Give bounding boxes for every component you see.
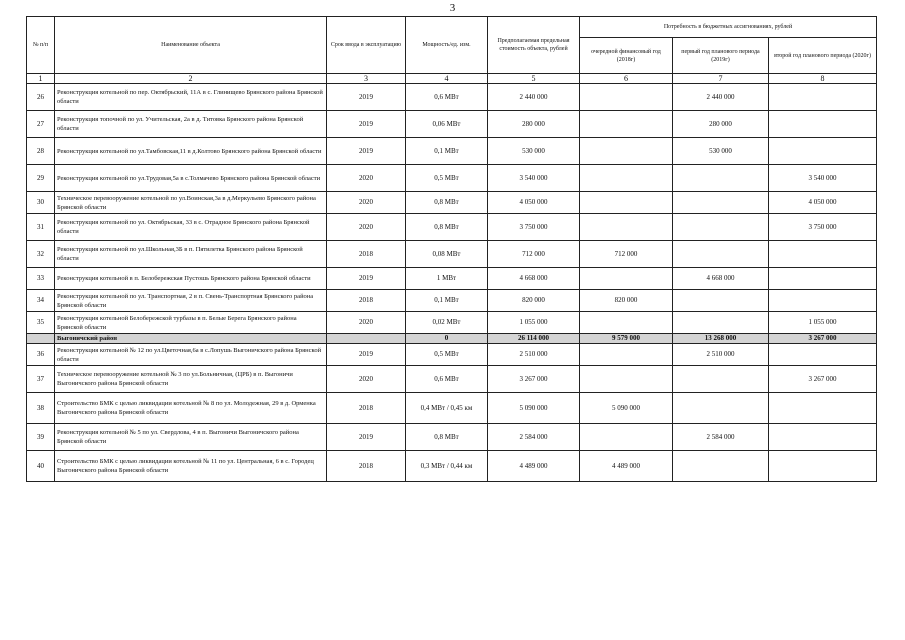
max-cost: 530 000 [488,138,580,165]
row-number: 37 [27,366,55,393]
need-2019: 2 510 000 [673,344,769,366]
need-2018: 712 000 [580,241,673,268]
header-year-3: второй год планового периода (2020г) [769,38,877,74]
row-number: 27 [27,111,55,138]
row-number: 36 [27,344,55,366]
object-name: Реконструкция котельной Белобережской турбазы в п. Белые Берега Брянского района Брянской области [55,312,327,334]
column-numbers-row [27,74,877,84]
need-2018: 4 489 000 [580,451,673,482]
need-2019 [673,165,769,192]
power: 1 МВт [406,268,488,290]
object-name: Техническое перевооружение котельной по ул.Воинская,3а в д.Меркульево Брянского района Брянской области [55,192,327,214]
row-number: 30 [27,192,55,214]
object-name: Реконструкция котельной № 5 по ул. Свердлова, 4 в п. Выгоничи Выгоничского района Брянской области [55,424,327,451]
max-cost: 4 050 000 [488,192,580,214]
need-2019: 4 668 000 [673,268,769,290]
max-cost: 2 440 000 [488,84,580,111]
need-2020: 3 267 000 [769,366,877,393]
section-year-1: 9 579 000 [580,334,673,344]
object-name: Техническое перевооружение котельной № 3 по ул.Больничная, (ЦРБ) в п. Выгоничи Выгоничского района Брянской области [55,366,327,393]
commission-year: 2020 [327,312,406,334]
power: 0,8 МВт [406,424,488,451]
need-2020: 1 055 000 [769,312,877,334]
need-2019 [673,393,769,424]
power: 0,4 МВт / 0,45 км [406,393,488,424]
max-cost: 820 000 [488,290,580,312]
need-2018 [580,424,673,451]
page-number: 3 [449,2,456,14]
need-2018 [580,111,673,138]
commission-year: 2018 [327,290,406,312]
power: 0,8 МВт [406,214,488,241]
need-2019 [673,241,769,268]
max-cost: 3 540 000 [488,165,580,192]
section-name: Выгоничский район [55,334,327,344]
table-row [27,424,877,451]
row-number: 34 [27,290,55,312]
need-2018 [580,344,673,366]
need-2020 [769,138,877,165]
need-2020: 3 750 000 [769,214,877,241]
need-2018: 5 090 000 [580,393,673,424]
commission-year: 2020 [327,366,406,393]
row-number: 40 [27,451,55,482]
commission-year: 2018 [327,393,406,424]
object-name: Реконструкция котельной по пер. Октябрьский, 11А в с. Глинищево Брянского района Брянской области [55,84,327,111]
need-2020 [769,290,877,312]
max-cost: 1 055 000 [488,312,580,334]
object-name: Реконструкция котельной по ул.Тамбовская,11 в д.Колтово Брянского района Брянской области [55,138,327,165]
power: 0,8 МВт [406,192,488,214]
max-cost: 2 584 000 [488,424,580,451]
table-row [27,344,877,366]
column-number: 1 [27,74,55,84]
commission-year: 2020 [327,214,406,241]
column-number: 5 [488,74,580,84]
max-cost: 280 000 [488,111,580,138]
need-2020: 4 050 000 [769,192,877,214]
commission-year: 2019 [327,424,406,451]
row-number: 35 [27,312,55,334]
power: 0,6 МВт [406,366,488,393]
need-2018 [580,192,673,214]
power: 0,1 МВт [406,290,488,312]
section-power: 0 [406,334,488,344]
section-vygonichi [27,334,877,344]
row-number: 32 [27,241,55,268]
max-cost: 3 750 000 [488,214,580,241]
need-2020 [769,241,877,268]
table-row [27,366,877,393]
need-2020 [769,424,877,451]
need-2020 [769,84,877,111]
section-year-3: 3 267 000 [769,334,877,344]
need-2020 [769,393,877,424]
power: 0,5 МВт [406,344,488,366]
column-number: 7 [673,74,769,84]
header-year-2: первый год планового периода (2019г) [673,38,769,74]
power: 0,06 МВт [406,111,488,138]
need-2018 [580,138,673,165]
need-2018 [580,366,673,393]
table-row [27,290,877,312]
need-2020: 3 540 000 [769,165,877,192]
need-2018 [580,214,673,241]
object-name: Реконструкция котельной по ул.Трудовая,5а в с.Толмачево Брянского района Брянской области [55,165,327,192]
rows-bryansk [27,84,877,334]
commission-year: 2019 [327,268,406,290]
object-name: Реконструкция котельной в п. Белобережская Пустошь Брянского района Брянской области [55,268,327,290]
need-2019 [673,290,769,312]
need-2020 [769,451,877,482]
need-2018 [580,165,673,192]
power: 0,6 МВт [406,84,488,111]
section-year-2: 13 268 000 [673,334,769,344]
need-2019 [673,366,769,393]
need-2019: 2 440 000 [673,84,769,111]
table-row [27,451,877,482]
commission-year: 2018 [327,241,406,268]
section-term [327,334,406,344]
header-need: Потребность в бюджетных ассигнованиях, рублей [580,17,877,38]
need-2019: 280 000 [673,111,769,138]
commission-year: 2019 [327,111,406,138]
table-row [27,138,877,165]
need-2019 [673,214,769,241]
need-2020 [769,268,877,290]
header-year-1: очередной финансовый год (2018г) [580,38,673,74]
object-name: Реконструкция котельной по ул.Школьная,3Б в п. Пятилетка Брянского района Брянской области [55,241,327,268]
table-row [27,241,877,268]
max-cost: 2 510 000 [488,344,580,366]
max-cost: 4 668 000 [488,268,580,290]
header-num: № п/п [27,17,55,74]
need-2018 [580,312,673,334]
column-number: 3 [327,74,406,84]
need-2019 [673,451,769,482]
row-number: 31 [27,214,55,241]
commission-year: 2018 [327,451,406,482]
max-cost: 712 000 [488,241,580,268]
need-2020 [769,344,877,366]
header-cost: Предполагаемая предельная стоимость объекта, рублей [488,17,580,74]
row-number: 38 [27,393,55,424]
object-name: Реконструкция котельной по ул. Транспортная, 2 в п. Свень-Транспортная Брянского района Брянской области [55,290,327,312]
object-name: Реконструкция топочной по ул. Учительская, 2а в д. Титовка Брянского района Брянской области [55,111,327,138]
power: 0,3 МВт / 0,44 км [406,451,488,482]
table-row [27,111,877,138]
commission-year: 2019 [327,84,406,111]
row-number: 28 [27,138,55,165]
commission-year: 2020 [327,165,406,192]
power: 0,08 МВт [406,241,488,268]
need-2018: 820 000 [580,290,673,312]
header-name: Наименование объекта [55,17,327,74]
commission-year: 2019 [327,344,406,366]
table-row [27,84,877,111]
header-power: Мощность/ед. изм. [406,17,488,74]
row-number: 33 [27,268,55,290]
column-number: 6 [580,74,673,84]
rows-vygonichi [27,344,877,482]
need-2018 [580,84,673,111]
investment-table [26,16,877,482]
need-2019 [673,192,769,214]
need-2019: 530 000 [673,138,769,165]
commission-year: 2020 [327,192,406,214]
need-2019 [673,312,769,334]
table-row [27,214,877,241]
row-number: 29 [27,165,55,192]
max-cost: 5 090 000 [488,393,580,424]
row-number: 39 [27,424,55,451]
section-row [27,334,877,344]
need-2018 [580,268,673,290]
column-number: 4 [406,74,488,84]
column-number: 8 [769,74,877,84]
commission-year: 2019 [327,138,406,165]
power: 0,1 МВт [406,138,488,165]
object-name: Реконструкция котельной по ул. Октябрьская, 33 в с. Отрадное Брянского района Брянской области [55,214,327,241]
need-2019: 2 584 000 [673,424,769,451]
object-name: Строительство БМК с целью ликвидации котельной № 11 по ул. Центральная, 6 в с. Городец Выгоничского района Брянской области [55,451,327,482]
object-name: Строительство БМК с целью ликвидации котельной № 8 по ул. Молодежная, 29 в д. Орменка Выгоничского района Брянской области [55,393,327,424]
power: 0,02 МВт [406,312,488,334]
header-term: Срок ввода в эксплуатацию [327,17,406,74]
max-cost: 3 267 000 [488,366,580,393]
table-row [27,268,877,290]
row-number: 26 [27,84,55,111]
table-row [27,393,877,424]
table-row [27,312,877,334]
power: 0,5 МВт [406,165,488,192]
max-cost: 4 489 000 [488,451,580,482]
section-cost: 26 114 000 [488,334,580,344]
need-2020 [769,111,877,138]
object-name: Реконструкция котельной № 12 по ул.Цветочная,6а в с.Лопушь Выгоничского района Брянской области [55,344,327,366]
section-num [27,334,55,344]
table-row [27,165,877,192]
table-row [27,192,877,214]
column-number: 2 [55,74,327,84]
